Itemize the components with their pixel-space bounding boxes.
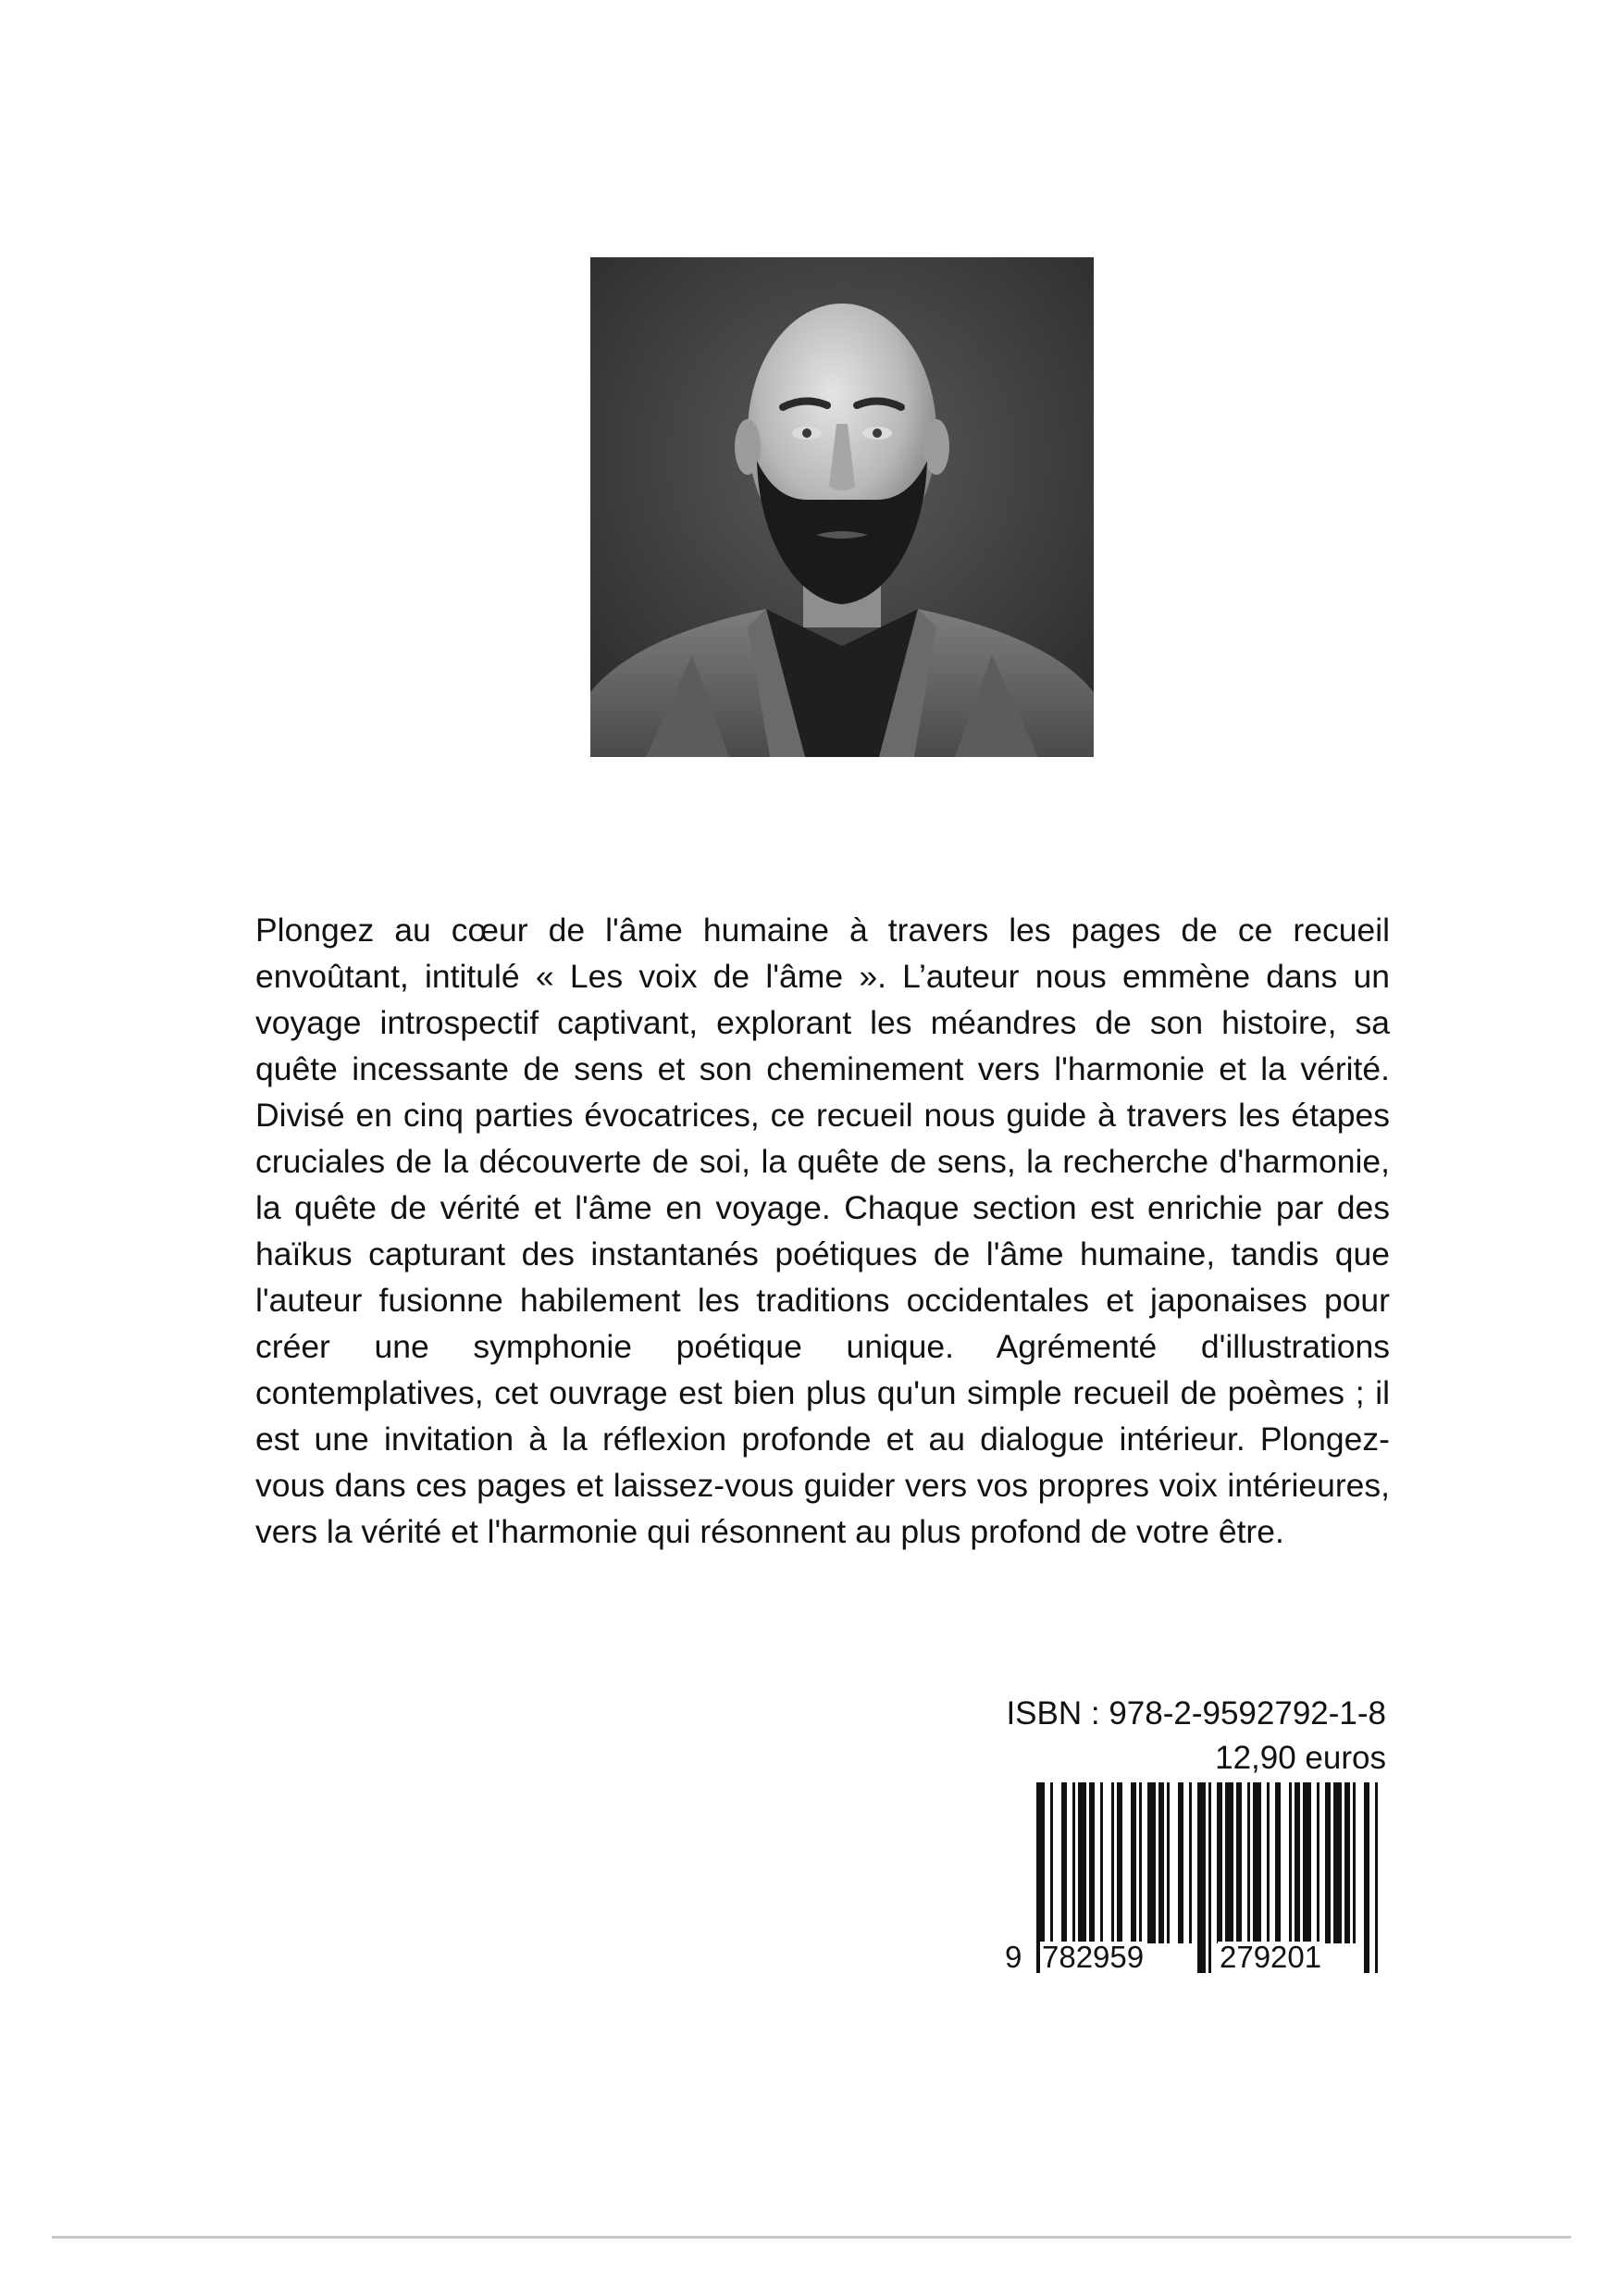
barcode-digit-first: 9 xyxy=(1005,1940,1022,1974)
isbn-barcode xyxy=(1003,1782,1392,1973)
barcode-digits-right: 279201 xyxy=(1220,1940,1322,1974)
author-portrait xyxy=(590,257,1094,757)
isbn-number: ISBN : 978-2-9592792-1-8 xyxy=(1006,1695,1386,1731)
bottom-divider xyxy=(52,2236,1571,2239)
barcode-digits-left: 782959 xyxy=(1042,1940,1145,1974)
back-cover-blurb: Plongez au cœur de l'âme humaine à travers les pages de ce recueil envoûtant, intitulé « Les voix de l'âme ». L’auteur nous emmène dans un voyage introspectif captivant, explorant les méandres de son histoire, sa quête incessante de sens et son cheminement vers l'harmonie et la vérité. Divisé en cinq parties évocatrices, ce recueil nous guide à travers les étapes cruciales de la découverte de soi, la quête de sens, la recherche d'harmonie, la quête de vérité et l'âme en voyage. Chaque section est enrichie par des haïkus capturant des instantanés poétiques de l'âme humaine, tandis que l'auteur fusionne habilement les traditions occidentales et japonaises pour créer une symphonie poétique unique. Agrémenté d'illustrations contemplatives, cet ouvrage est bien plus qu'un simple recueil de poèmes ; il est une invitation à la réflexion profonde et au dialogue intérieur. Plongez-vous dans ces pages et laissez-vous guider vers vos propres voix intérieures, vers la vérité et l'harmonie qui résonnent au plus profond de votre être. xyxy=(255,912,1390,1550)
isbn-price-block xyxy=(888,1692,1386,1781)
price: 12,90 euros xyxy=(1215,1740,1386,1776)
